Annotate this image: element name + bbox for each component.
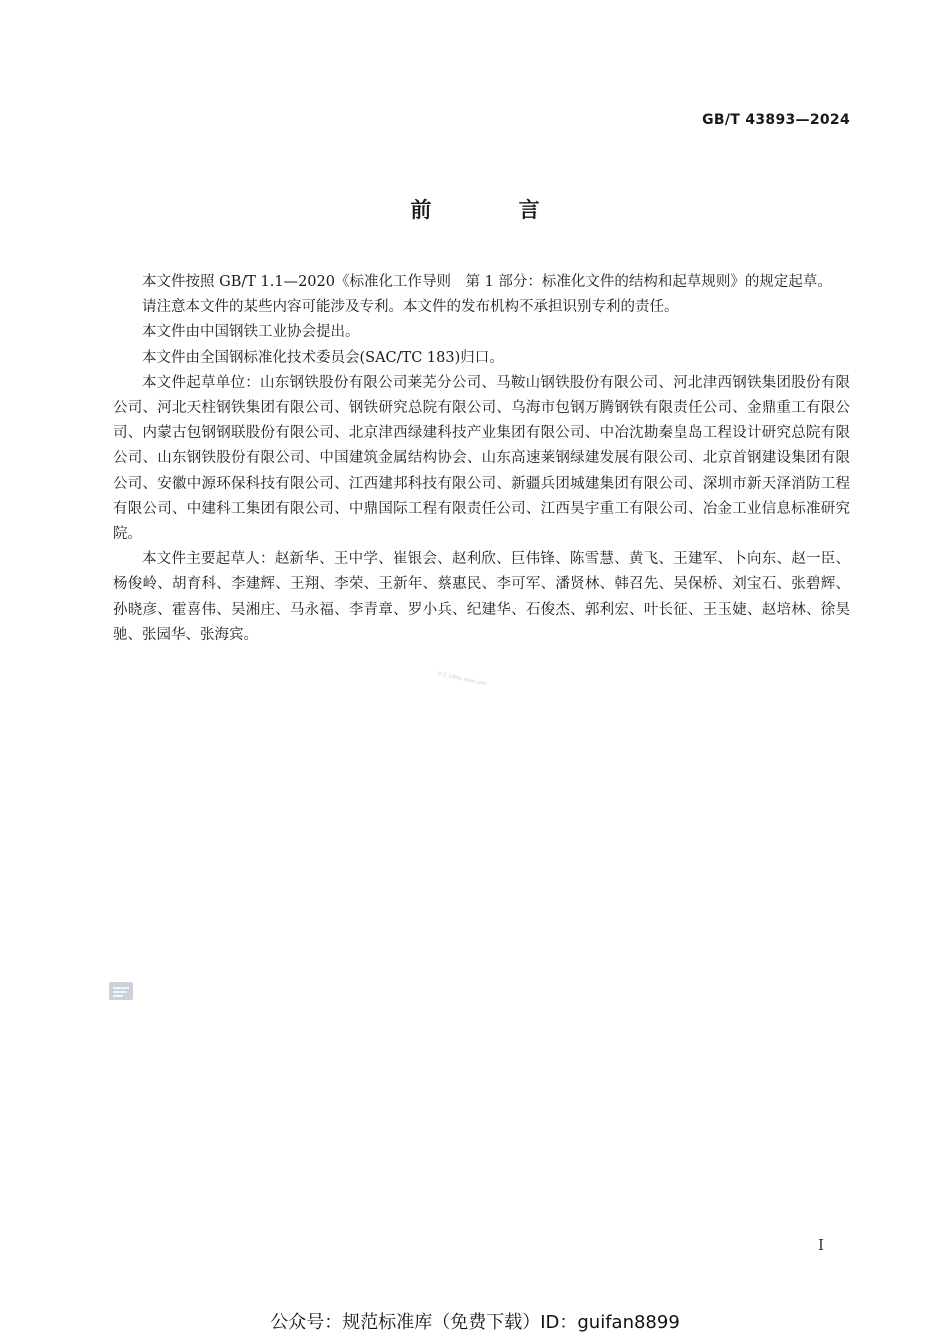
paragraph-drafting-units: 本文件起草单位：山东钢铁股份有限公司莱芜分公司、马鞍山钢铁股份有限公司、河北津西钢铁集团股份有限公司、河北天柱钢铁集团有限公司、钢铁研究总院有限公司、乌海市包钢万腾钢铁有限责任公司、金鼎重工有限公司、内蒙古包钢钢联股份有限公司、北京津西绿建科技产业集团有限公司、中冶沈勘秦皇岛工程设计研究总院有限公司、山东钢铁股份有限公司、中国建筑金属结构协会、山东高速莱钢绿建发展有限公司、北京首钢建设集团有限公司、安徽中源环保科技有限公司、江西建邦科技有限公司、新疆兵团城建集团有限公司、深圳市新天泽消防工程有限公司、中建科工集团有限公司、中鼎国际工程有限责任公司、江西昊宇重工有限公司、冶金工业信息标准研究院。	[113, 374, 850, 543]
paragraph-drafting-rules: 本文件按照 GB/T 1.1—2020《标准化工作导则 第 1 部分：标准化文件的结构和起草规则》的规定起草。	[142, 274, 832, 290]
foreword-body	[113, 270, 850, 648]
footer-note: 公众号：规范标准库（免费下载）ID：guifan8899	[270, 1312, 680, 1333]
standard-number: GB/T 43893—2024	[702, 112, 850, 128]
watermark-text: 东方文库tk.xxxx.com	[436, 670, 488, 688]
paragraph-proposer: 本文件由中国钢铁工业协会提出。	[142, 324, 360, 341]
paragraph-patent-notice: 请注意本文件的某些内容可能涉及专利。本文件的发布机构不承担识别专利的责任。	[142, 299, 679, 316]
paragraph-drafters: 本文件主要起草人：赵新华、王中学、崔银会、赵利欣、巨伟锋、陈雪慧、黄飞、王建军、卜向东、赵一臣、杨俊岭、胡育科、李建辉、王翔、李荣、王新年、蔡惠民、李可军、潘贤林、韩召先、吴保桥、刘宝石、张碧辉、孙晓彦、霍喜伟、吴湘庄、马永福、李青章、罗小兵、纪建华、石俊杰、郭利宏、叶长征、王玉婕、赵培林、徐昊驰、张园华、张海宾。	[113, 551, 850, 643]
sac-logo-icon	[108, 980, 134, 1002]
page-title: 前 言	[410, 198, 580, 222]
paragraph-committee: 本文件由全国钢标准化技术委员会(SAC/TC 183)归口。	[142, 349, 504, 366]
page-number: I	[818, 1236, 824, 1254]
